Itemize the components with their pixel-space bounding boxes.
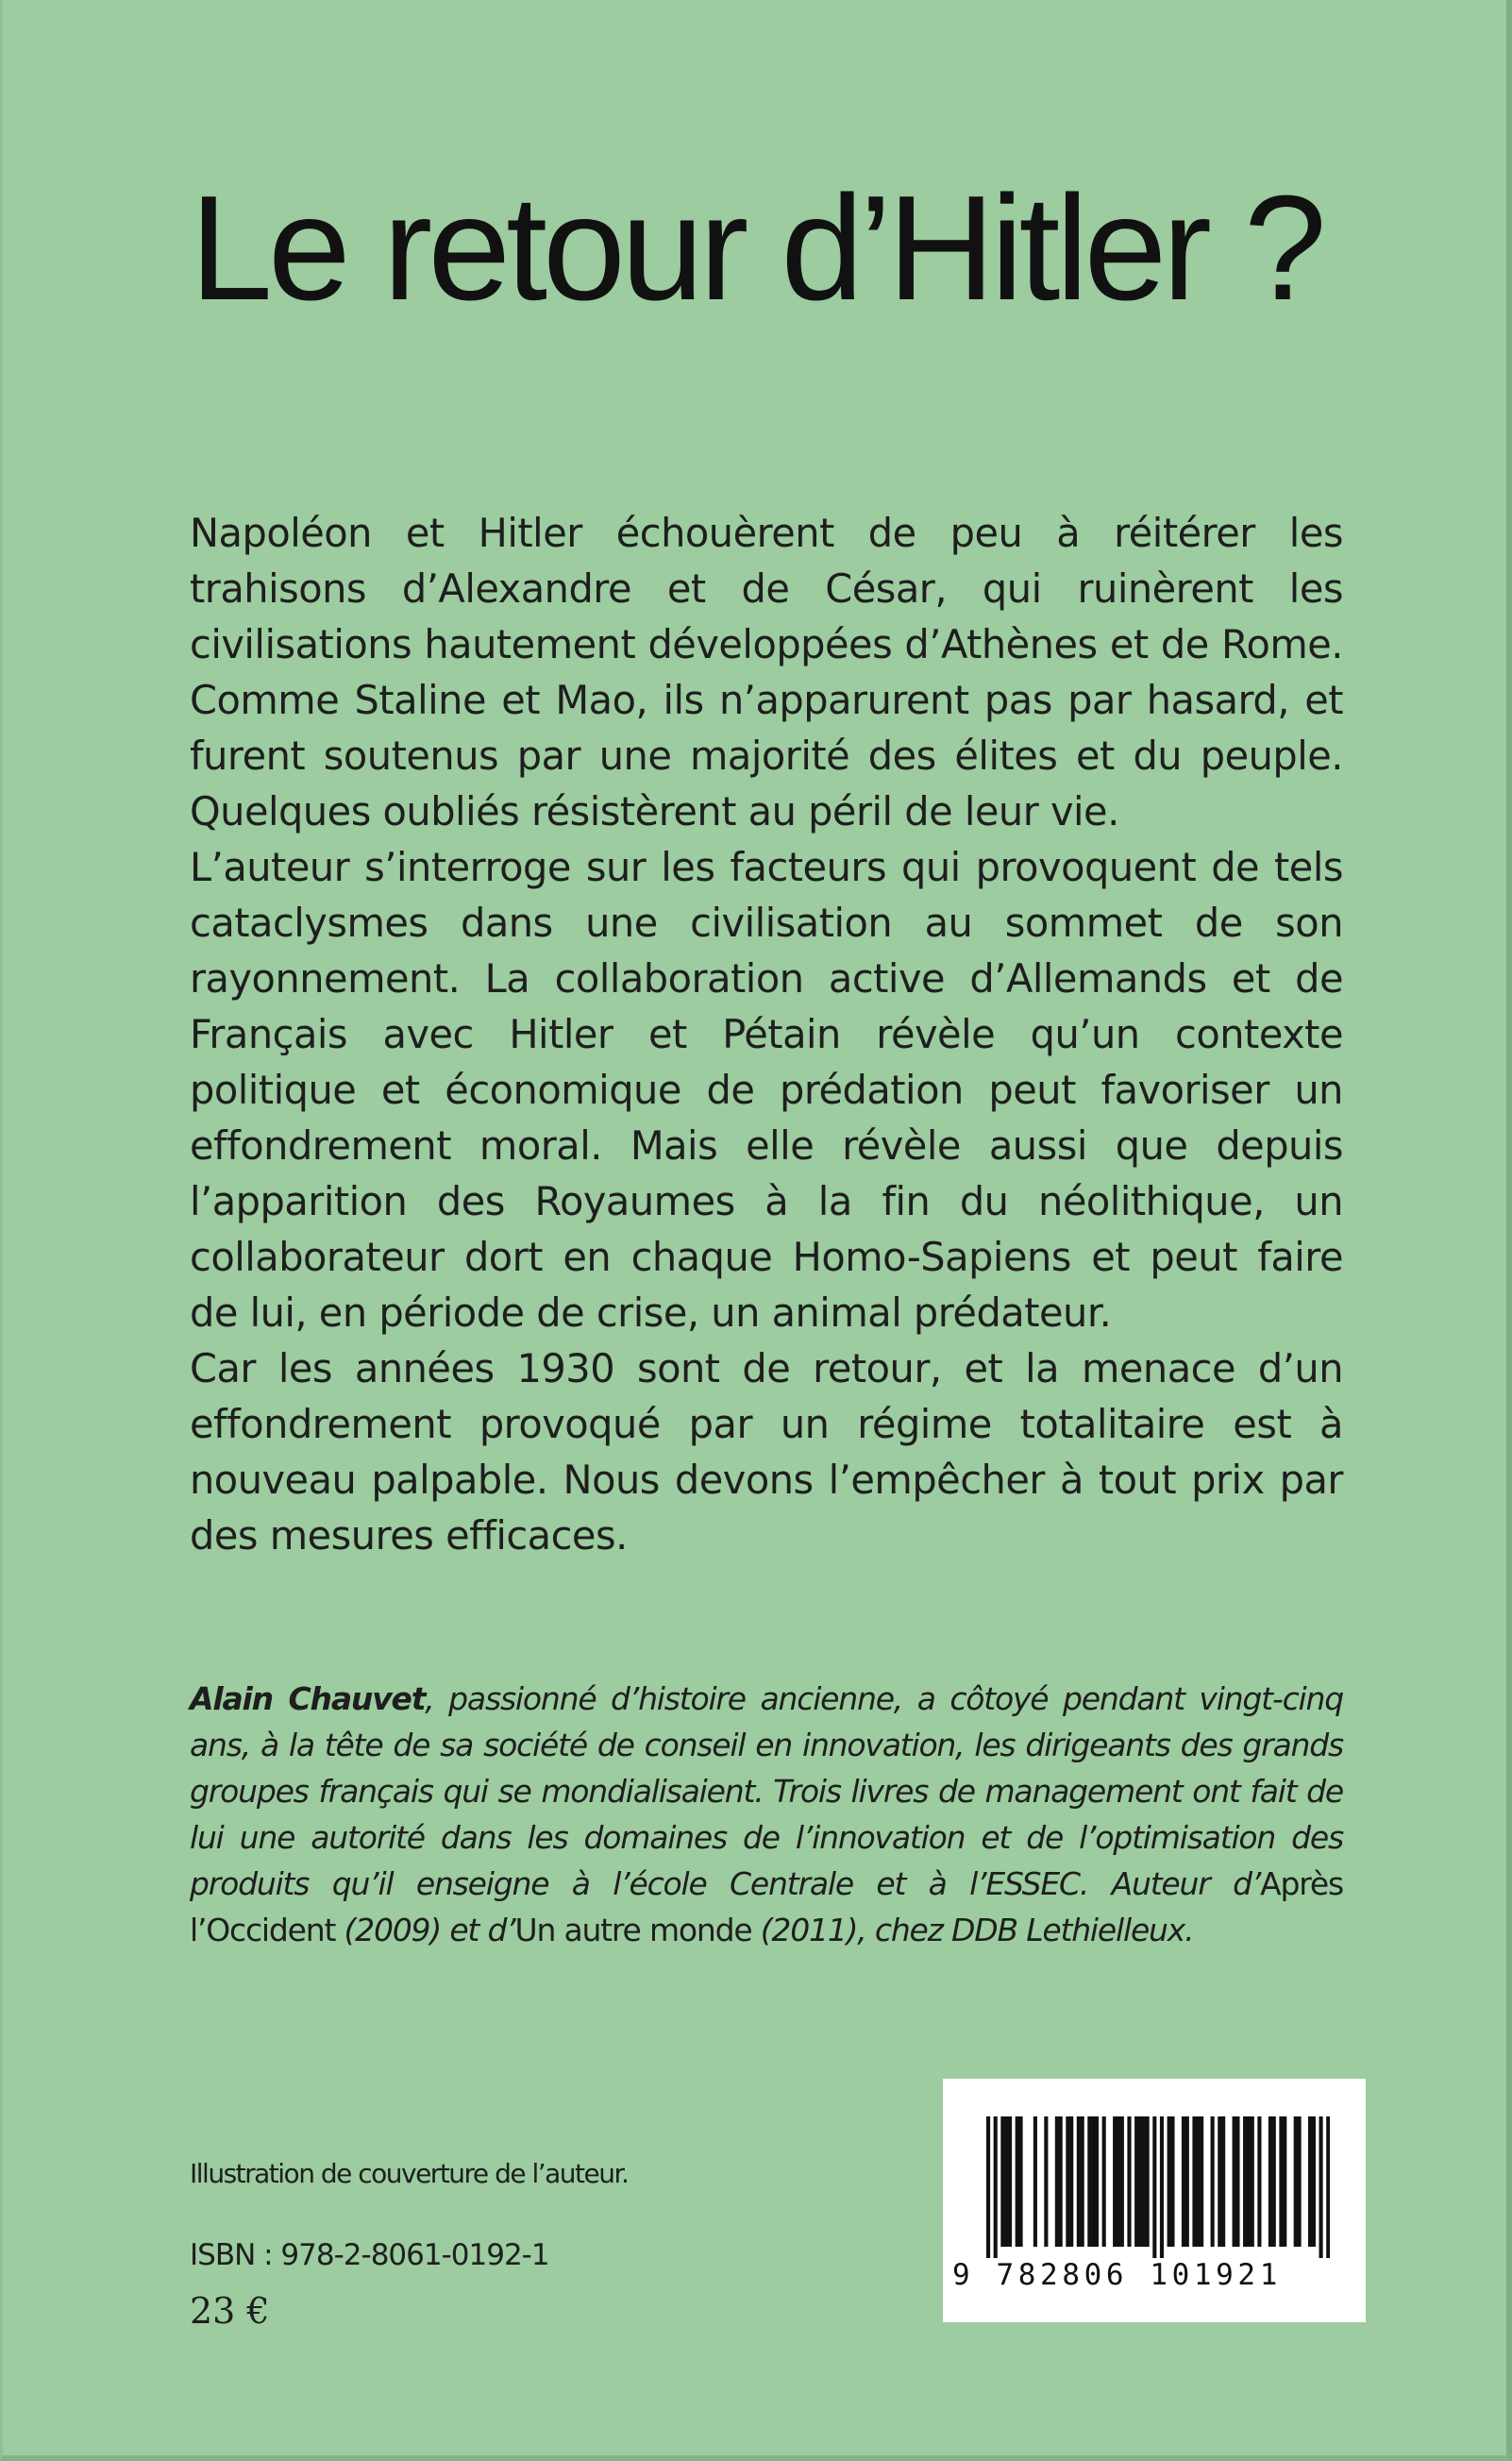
barcode-bar <box>1044 2116 1048 2247</box>
author-bio <box>190 1676 1343 1953</box>
barcode-bar <box>1235 2116 1239 2247</box>
barcode-bar <box>1134 2116 1138 2247</box>
barcode-bar <box>1004 2116 1008 2247</box>
barcode-bar <box>1294 2116 1298 2247</box>
barcode-bar <box>1000 2116 1004 2247</box>
barcode-bar <box>1087 2116 1091 2247</box>
barcode-bar <box>1055 2116 1059 2247</box>
barcode-bar <box>1095 2116 1099 2247</box>
barcode-bar <box>1018 2116 1022 2247</box>
barcode-bar <box>1272 2116 1276 2247</box>
barcode-bar <box>1283 2116 1286 2247</box>
barcode-bars <box>986 2116 1330 2258</box>
barcode-bar <box>1069 2116 1073 2247</box>
barcode-bar <box>1251 2116 1254 2247</box>
barcode-guard-bar <box>994 2116 998 2258</box>
blurb-paragraph: Car les années 1930 sont de retour, et la menace d’un effondrement provoqué par un régime totalitaire est à nouveau palpable. Nous devons l’empêcher à tout prix par des mesures efficaces. <box>190 1345 1343 1559</box>
barcode-guard-bar <box>986 2116 990 2258</box>
barcode-bar <box>1247 2116 1251 2247</box>
author-bio-text: (2011), chez DDB Lethielleux. <box>751 1912 1194 1948</box>
barcode-digits: 9 782806 101921 <box>952 2258 1282 2292</box>
barcode <box>943 2079 1366 2322</box>
author-book-title: Après l’Occident <box>190 1865 1343 1948</box>
barcode-bar <box>1008 2116 1012 2247</box>
author-bio-text: (2009) et d’ <box>335 1912 515 1948</box>
barcode-bar <box>1312 2116 1316 2247</box>
author-book-title: Un autre monde <box>514 1912 752 1948</box>
barcode-bar <box>1298 2116 1302 2247</box>
barcode-guard-bar <box>1326 2116 1330 2258</box>
barcode-bar <box>1308 2116 1312 2247</box>
barcode-bar <box>1200 2116 1203 2247</box>
barcode-bar <box>1196 2116 1200 2247</box>
barcode-bar <box>1066 2116 1069 2247</box>
price-label: 23 € <box>190 2290 270 2332</box>
barcode-bar <box>1218 2116 1221 2247</box>
barcode-bar <box>1102 2116 1106 2247</box>
isbn-number: ISBN : 978-2-8061-0192-1 <box>190 2238 549 2272</box>
blurb-paragraph: L’auteur s’interroge sur les facteurs qui provoquent de tels cataclysmes dans une civilisation au sommet de son rayonnement. La collaboration active d’Allemands et de Français avec Hitler et Pétain révèle qu’un contexte politique et économique de prédation peut favoriser un effondrement moral. Mais elle révèle aussi que depuis l’apparition des Royaumes à la fin du néolithique, un collaborateur dort en chaque Homo-Sapiens et peut faire de lui, en période de crise, un animal prédateur. <box>190 844 1343 1336</box>
barcode-bar <box>1117 2116 1120 2247</box>
barcode-bar <box>1127 2116 1131 2247</box>
barcode-bar <box>1268 2116 1272 2247</box>
barcode-bar <box>1059 2116 1063 2247</box>
barcode-bar <box>1233 2116 1236 2247</box>
barcode-bar <box>1182 2116 1185 2247</box>
author-bio-text: , passionné d’histoire ancienne, a côtoyé pendant vingt-cinq ans, à la tête de sa société de conseil en innovation, les dirigeants des grands groupes français qui se mondialisaient. Trois livres de management ont fait de lui une autorité dans les domaines de l’innovation et de l’optimisation des produits qu’il enseigne à l’école Centrale et à l’ESSEC. Auteur d’ <box>190 1680 1343 1902</box>
barcode-bar <box>1142 2116 1146 2247</box>
illustration-credit: Illustration de couverture de l’auteur. <box>190 2158 629 2189</box>
barcode-bar <box>1120 2116 1124 2247</box>
barcode-bar <box>1221 2116 1225 2247</box>
book-blurb <box>190 505 1343 1563</box>
barcode-bar <box>1257 2116 1261 2247</box>
barcode-bar <box>1091 2116 1095 2247</box>
barcode-guard-bar <box>1152 2116 1156 2258</box>
barcode-bar <box>1211 2116 1215 2247</box>
author-name: Alain Chauvet <box>190 1680 426 1717</box>
barcode-bar <box>1185 2116 1189 2247</box>
barcode-guard-bar <box>1160 2116 1164 2258</box>
barcode-bar <box>1077 2116 1081 2247</box>
barcode-bar <box>1279 2116 1283 2247</box>
barcode-bar <box>1113 2116 1117 2247</box>
blurb-paragraph: Napoléon et Hitler échouèrent de peu à réitérer les trahisons d’Alexandre et de César, qui ruinèrent les civilisations hautement développées d’Athènes et de Rome. Comme Staline et Mao, ils n’apparurent pas par hasard, et furent soutenus par une majorité des élites et du peuple. Quelques oubliés résistèrent au péril de leur vie. <box>190 510 1343 834</box>
barcode-bar <box>1081 2116 1084 2247</box>
barcode-bar <box>1243 2116 1247 2247</box>
barcode-bar <box>1170 2116 1174 2247</box>
barcode-bar <box>1138 2116 1142 2247</box>
barcode-bar <box>1033 2116 1037 2247</box>
barcode-bar <box>1016 2116 1019 2247</box>
barcode-bar <box>1168 2116 1171 2247</box>
barcode-guard-bar <box>1319 2116 1323 2258</box>
barcode-bar <box>1192 2116 1196 2247</box>
barcode-bar <box>1146 2116 1150 2247</box>
book-title: Le retour d’Hitler ? <box>190 165 1322 331</box>
